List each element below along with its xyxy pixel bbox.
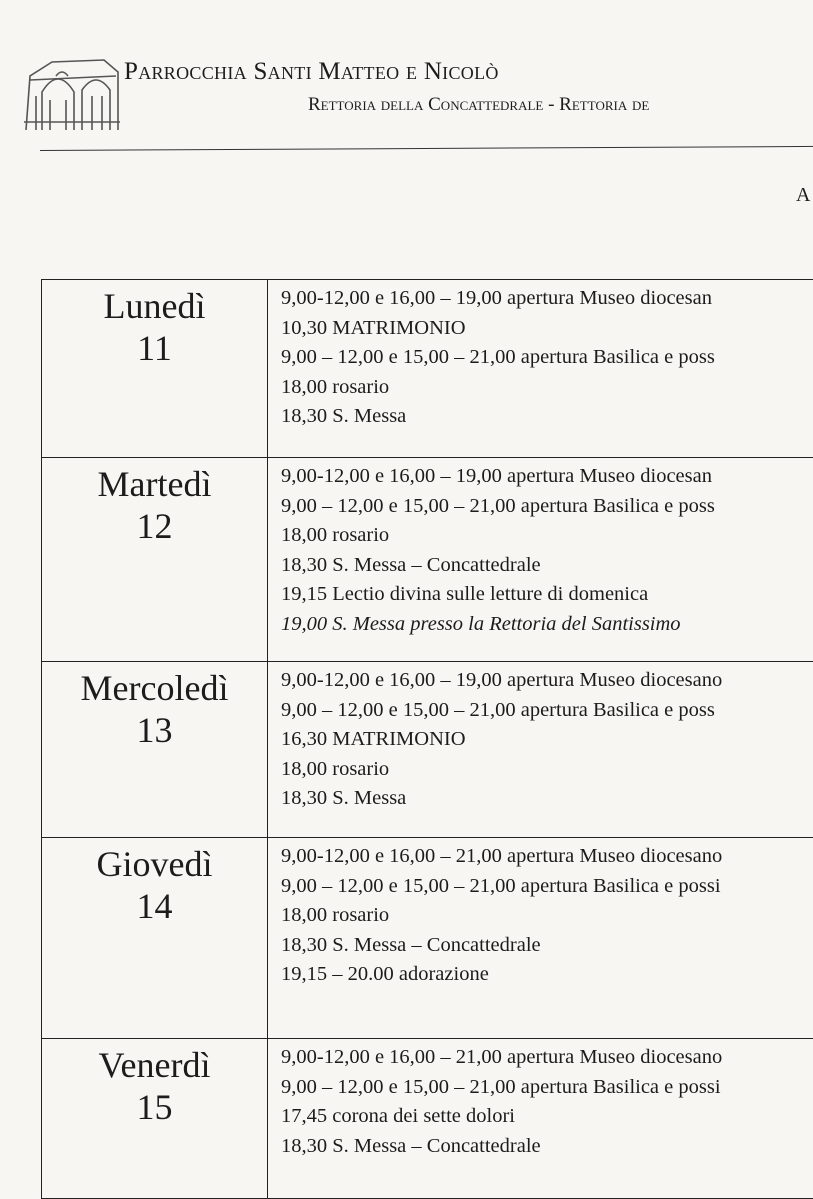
day-name: Martedì <box>42 464 267 504</box>
event-line: 18,00 rosario <box>281 901 813 931</box>
day-name: Lunedì <box>42 286 267 326</box>
event-line: 19,15 Lectio divina sulle letture di domenica <box>281 580 813 610</box>
event-line: 9,00 – 12,00 e 15,00 – 21,00 apertura Basilica e possi <box>281 872 813 902</box>
event-line: 18,30 S. Messa – Concattedrale <box>281 1132 813 1162</box>
events-cell <box>268 458 813 662</box>
header-divider <box>40 146 813 151</box>
event-line: 9,00-12,00 e 16,00 – 19,00 apertura Museo diocesan <box>281 284 813 314</box>
day-name: Mercoledì <box>42 668 267 708</box>
event-line: 9,00 – 12,00 e 15,00 – 21,00 apertura Basilica e possi <box>281 1073 813 1103</box>
org-subtitle: Rettoria della Concattedrale - Rettoria de <box>308 94 649 116</box>
day-cell <box>42 838 268 1039</box>
day-number: 14 <box>42 884 267 928</box>
day-number: 11 <box>42 326 267 370</box>
event-line: 19,15 – 20.00 adorazione <box>281 960 813 990</box>
day-cell <box>42 280 268 458</box>
event-line: 18,00 rosario <box>281 755 813 785</box>
day-cell <box>42 458 268 662</box>
top-right-letter: A <box>796 184 810 207</box>
events-cell <box>268 280 813 458</box>
events-cell <box>268 662 813 838</box>
event-line: 9,00-12,00 e 16,00 – 19,00 apertura Museo diocesan <box>281 462 813 492</box>
event-line: 9,00 – 12,00 e 15,00 – 21,00 apertura Basilica e poss <box>281 492 813 522</box>
schedule-row-tuesday <box>42 458 813 662</box>
event-line: 10,30 MATRIMONIO <box>281 314 813 344</box>
event-line: 18,00 rosario <box>281 521 813 551</box>
event-line: 16,30 MATRIMONIO <box>281 725 813 755</box>
day-name: Venerdì <box>42 1045 267 1085</box>
event-line: 19,00 S. Messa presso la Rettoria del Santissimo <box>281 610 813 640</box>
org-name: Parrocchia Santi Matteo e Nicolò <box>124 58 499 86</box>
schedule-row-thursday <box>42 838 813 1039</box>
day-number: 15 <box>42 1085 267 1129</box>
event-line: 9,00 – 12,00 e 15,00 – 21,00 apertura Basilica e poss <box>281 343 813 373</box>
event-line: 9,00-12,00 e 16,00 – 21,00 apertura Museo diocesano <box>281 842 813 872</box>
day-number: 13 <box>42 708 267 752</box>
schedule-row-monday <box>42 280 813 458</box>
parish-logo <box>22 56 122 136</box>
event-line: 9,00-12,00 e 16,00 – 19,00 apertura Museo diocesano <box>281 666 813 696</box>
day-number: 12 <box>42 504 267 548</box>
event-line: 17,45 corona dei sette dolori <box>281 1102 813 1132</box>
event-line: 9,00 – 12,00 e 15,00 – 21,00 apertura Basilica e poss <box>281 696 813 726</box>
schedule-row-wednesday <box>42 662 813 838</box>
event-line: 18,30 S. Messa – Concattedrale <box>281 551 813 581</box>
weekly-schedule-table <box>41 279 813 1199</box>
event-line: 18,30 S. Messa <box>281 402 813 432</box>
events-cell <box>268 838 813 1039</box>
event-line: 18,30 S. Messa – Concattedrale <box>281 931 813 961</box>
event-line: 18,00 rosario <box>281 373 813 403</box>
event-line: 18,30 S. Messa <box>281 784 813 814</box>
day-name: Giovedì <box>42 844 267 884</box>
event-line: 9,00-12,00 e 16,00 – 21,00 apertura Museo diocesano <box>281 1043 813 1073</box>
day-cell <box>42 662 268 838</box>
